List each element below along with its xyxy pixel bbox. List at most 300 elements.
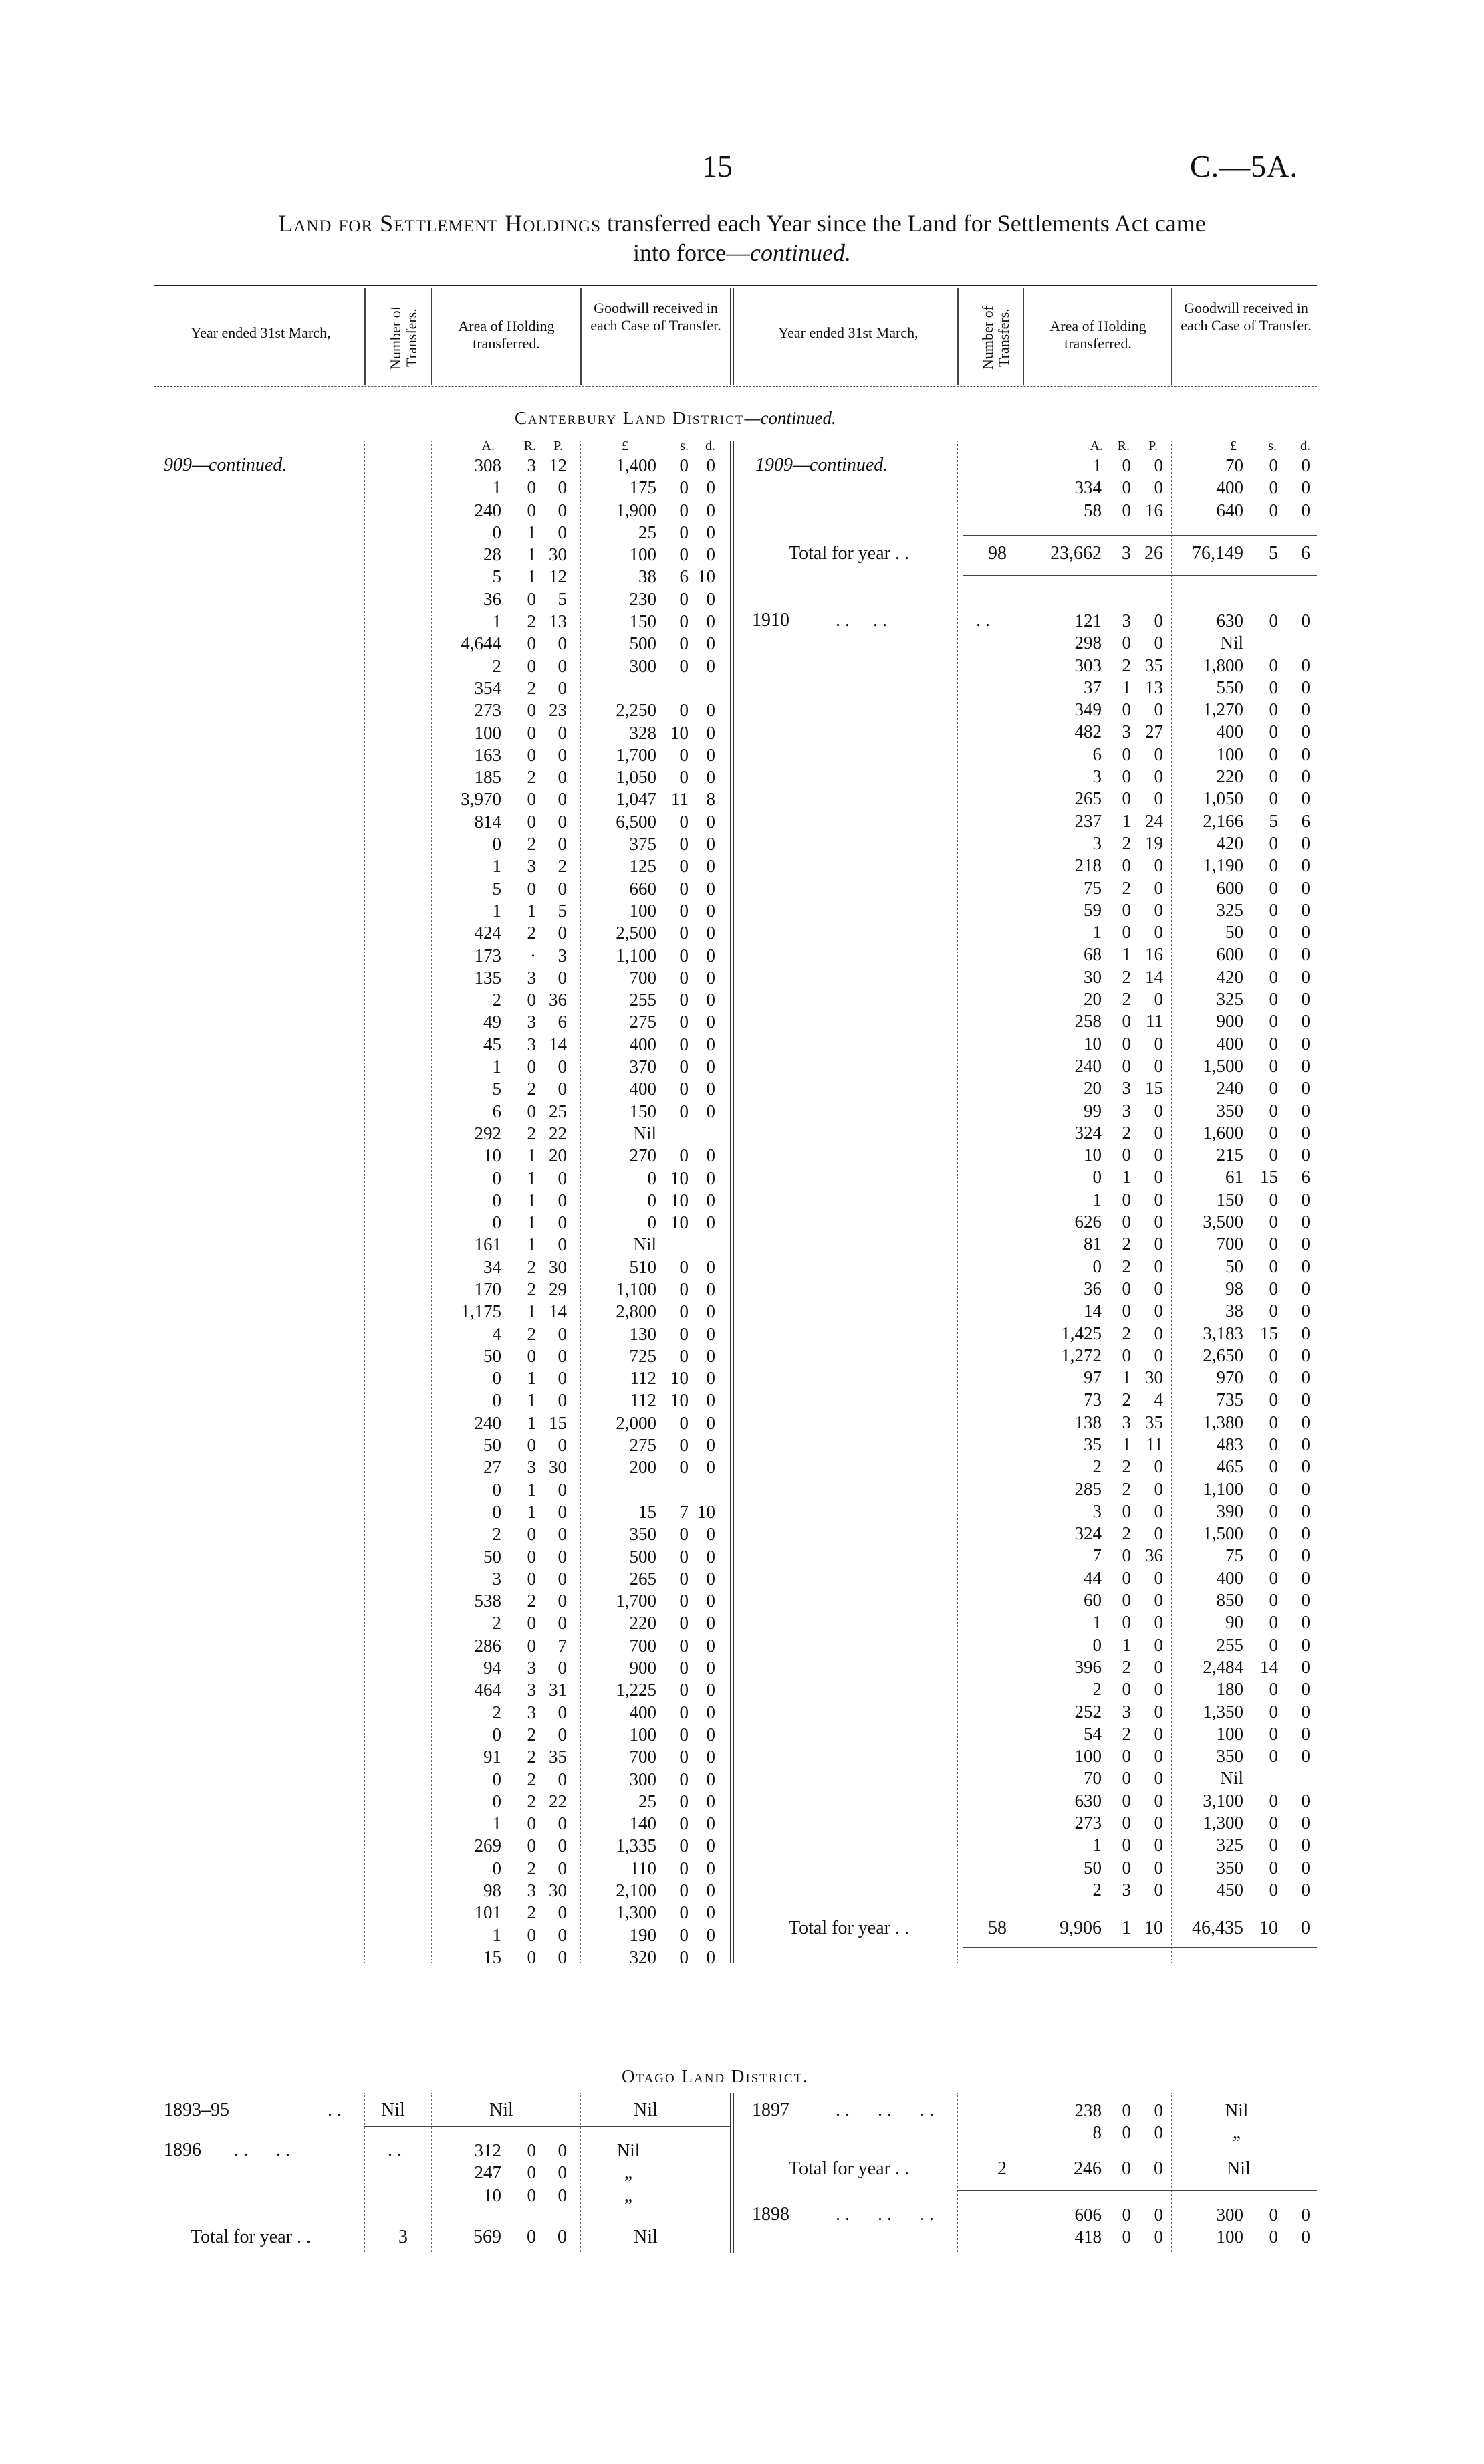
table-cell: 0 [1301,1434,1310,1454]
table-cell: 2 [527,1902,536,1923]
table-cell: 20 [1084,989,1102,1010]
table-cell: 0 [558,1613,567,1634]
table-cell: 1 [527,1234,536,1255]
table-cell: 35 [1084,1434,1102,1454]
table-cell [1250,1767,1278,1789]
table-cell: 270 [629,1145,656,1166]
table-cell: 258 [1074,1011,1102,1032]
header-center-divider [730,288,734,385]
table-cell: 2 [1122,655,1131,675]
table-cell: 0 [679,1345,689,1366]
table-cell: 27 [1145,721,1163,742]
table-cell: 10 [670,1190,689,1210]
table-cell: 2 [1092,1679,1102,1700]
header-number: Number of Transfers. [979,306,1012,370]
table-cell: 0 [527,1101,536,1121]
table-cell: 237 [1074,810,1102,831]
column-divider [1171,441,1172,1963]
total-area-acres: 23,662 [1050,543,1102,564]
table-cell: 0 [679,1680,689,1700]
table-cell: 400 [1216,1567,1243,1588]
table-cell: 0 [679,655,689,676]
table-cell: 0 [1269,944,1278,965]
table-cell: 0 [1154,1278,1163,1299]
table-cell: 0 [1301,1345,1310,1365]
table-cell [658,1479,689,1501]
table-cell: 0 [1122,1768,1131,1789]
table-cell: 0 [679,834,689,855]
table-cell: 1 [1092,1612,1102,1633]
table-cell: 0 [1269,855,1278,876]
table-cell: 273 [1074,1813,1102,1833]
table-cell: 2 [527,1123,536,1143]
table-cell: 0 [1301,1278,1310,1299]
table-cell: 0 [1269,766,1278,787]
table-cell: 0 [1154,1478,1163,1499]
total-area-perches: 26 [1144,543,1163,564]
table-cell: 320 [629,1946,656,1967]
total-goodwill-pounds: 46,435 [1192,1918,1243,1938]
table-cell: 0 [558,499,567,520]
table-cell: 2,650 [1203,1345,1243,1365]
table-cell: 1 [492,611,501,632]
table-cell: 2 [527,767,536,788]
table-cell: 1 [1122,1367,1131,1388]
table-cell: 15 [1145,1078,1163,1099]
table-cell: 0 [527,1345,536,1366]
area-roods-column [1106,2100,1131,2144]
table-cell: 0 [1301,1145,1310,1165]
table-cell: 11 [1146,1011,1163,1032]
area-acres-column [1049,2204,1102,2249]
table-cell: 0 [1154,477,1163,498]
table-cell: 349 [1074,699,1102,720]
table-cell: 0 [1301,655,1310,675]
table-cell [583,1479,656,1501]
table-cell: 190 [629,1924,656,1945]
table-cell: 3 [1122,1078,1131,1099]
table-cell: 0 [706,967,715,988]
table-cell: 2 [527,677,536,698]
table-cell: 1,425 [1061,1323,1102,1343]
table-cell: 970 [1216,1367,1243,1388]
table-cell: 350 [1216,1746,1243,1767]
table-cell: 0 [679,588,689,609]
table-cell: 0 [1154,1345,1163,1365]
table-cell: 215 [1216,1145,1243,1165]
unit-perches: P. [1148,439,1158,453]
table-cell: 0 [1301,1078,1310,1099]
table-cell: 0 [558,677,567,698]
table-cell: 0 [1301,832,1310,853]
table-cell: 0 [679,967,689,988]
table-cell [658,1234,689,1256]
district-name: Canterbury Land District [515,408,745,428]
unit-acres: A. [1090,439,1103,453]
total-transfers: 98 [988,543,1007,564]
table-cell: 0 [558,477,567,498]
header-divider [431,288,432,385]
table-cell: 370 [629,1056,656,1077]
table-cell: 0 [679,1323,689,1344]
table-cell: 1 [527,544,536,565]
table-cell: 2 [527,1079,536,1099]
table-cell: 1,100 [616,1278,656,1299]
table-cell: 0 [1122,922,1131,943]
table-cell: 0 [1269,1033,1278,1054]
table-cell: 1,047 [616,789,656,810]
table-cell: 0 [706,588,715,609]
table-cell: 0 [1154,1500,1163,1521]
table-cell: 0 [1301,1478,1310,1499]
table-cell: 94 [483,1658,501,1678]
table-cell: 3 [558,945,567,966]
header-number: Number of Transfers. [387,306,420,370]
header-year: Year ended 31st March, [191,324,331,341]
table-cell: 0 [1269,655,1278,675]
table-cell: 2 [1122,877,1131,898]
table-cell [658,677,689,699]
table-cell: 28 [483,544,501,565]
table-cell: 1 [527,522,536,542]
table-cell: 0 [1301,1701,1310,1722]
table-cell: 0 [1154,989,1163,1010]
table-cell: 50 [483,1345,501,1366]
table-cell: 0 [706,1591,715,1611]
table-cell: 0 [1301,1122,1310,1143]
table-cell: 0 [679,744,689,765]
table-cell: 0 [679,544,689,565]
table-cell: 0 [1301,899,1310,920]
table-cell: 100 [629,544,656,565]
table-cell: 0 [679,1880,689,1900]
table-cell: 36 [483,588,501,609]
table-cell: 0 [1122,1011,1131,1032]
area-acres-column [1029,610,1102,1901]
table-cell: 0 [1301,477,1310,498]
table-cell: 0 [1092,1167,1102,1188]
table-cell: 8 [706,789,715,810]
table-cell: 101 [474,1902,501,1923]
table-cell: 0 [1154,1234,1163,1254]
table-cell: 36 [1145,1545,1163,1566]
table-cell: 135 [474,967,501,988]
table-cell: „ [1233,2122,1241,2143]
table-cell: 725 [629,1345,656,1366]
table-cell: 2 [527,1724,536,1745]
table-cell: 0 [706,1212,715,1233]
table-cell: 0 [1301,1189,1310,1210]
table-cell: 0 [706,1101,715,1121]
table-cell: 0 [558,967,567,988]
table-cell: 2 [1122,1234,1131,1254]
table-cell: 0 [1154,1523,1163,1544]
center-divider [730,2093,734,2253]
table-cell: 138 [1074,1412,1102,1432]
table-cell: 0 [706,1813,715,1834]
table-cell: 0 [1154,1323,1163,1343]
table-cell: 0 [1269,1567,1278,1588]
table-cell: 10 [483,1145,501,1166]
table-cell: 0 [558,2162,567,2183]
table-cell: 0 [1269,788,1278,809]
table-cell: 35 [1145,1412,1163,1432]
table-cell: 0 [558,1390,567,1411]
document-reference: C.—5A. [1190,149,1298,183]
table-cell: 0 [1154,1167,1163,1188]
table-cell: 3 [492,1568,501,1589]
table-cell: 0 [679,477,689,498]
total-rule [963,1947,1317,1948]
table-cell: 0 [527,744,536,765]
table-cell: 0 [706,455,715,475]
column-divider [364,2093,365,2253]
table-cell: 220 [629,1613,656,1634]
table-cell: 0 [679,1568,689,1589]
table-cell: 100 [1216,744,1243,764]
header-divider [580,288,582,385]
unit-pounds: £ [622,439,628,453]
table-cell: 0 [527,633,536,654]
table-cell: 0 [1122,455,1131,475]
table-cell: 0 [679,923,689,943]
table-cell: 0 [1301,1212,1310,1232]
table-cell: 2,484 [1203,1656,1243,1677]
table-cell: 1 [1092,1189,1102,1210]
table-cell: 0 [1301,788,1310,809]
table-cell: 0 [1122,1590,1131,1611]
table-cell: 0 [679,811,689,832]
table-cell: 0 [558,1924,567,1945]
table-cell: 0 [1122,1679,1131,1700]
table-cell: 0 [558,1813,567,1834]
table-cell: 3 [1122,1412,1131,1432]
table-cell: 1 [1122,1634,1131,1655]
table-cell: 112 [630,1390,656,1411]
table-cell: 0 [679,1278,689,1299]
table-cell: 1 [492,856,501,877]
table-cell: 600 [1216,877,1243,898]
table-cell: 10 [670,1212,689,1233]
table-cell: 0 [679,1524,689,1545]
table-cell: 0 [1269,1389,1278,1410]
goodwill-pounds-column [1173,610,1243,1901]
table-cell: 0 [1301,1234,1310,1254]
total-label: Total for year . . [789,2158,909,2179]
table-cell: 1,600 [1203,1122,1243,1143]
table-cell: 3 [1092,1500,1102,1521]
table-cell: 140 [629,1813,656,1834]
table-cell: 0 [1269,1345,1278,1365]
table-cell: 0 [679,1457,689,1478]
unit-roods: R. [523,439,536,453]
total-area-roods: 1 [1122,1918,1131,1938]
table-cell: 265 [1074,788,1102,809]
goodwill-pounds-column [1197,2204,1243,2249]
table-cell: 400 [1216,721,1243,742]
table-cell [691,1234,715,1256]
table-cell: 2 [1122,1389,1131,1410]
table-cell: 1,380 [1203,1412,1243,1432]
table-cell: 0 [1154,1723,1163,1744]
table-cell [691,1479,715,1501]
table-cell: 1 [492,1813,501,1834]
table-cell: 0 [706,1769,715,1789]
table-cell: 2 [1122,1256,1131,1276]
table-cell: 100 [474,722,501,743]
table-cell: 38 [1225,1301,1243,1321]
table-cell: 173 [474,945,501,966]
table-cell: 2 [558,856,567,877]
table-cell: 0 [706,1345,715,1366]
table-cell: 0 [558,1902,567,1923]
table-cell: 0 [1269,1634,1278,1655]
table-cell: 5 [1269,810,1278,831]
table-cell: 0 [558,1479,567,1500]
table-cell: 14 [1145,966,1163,987]
goodwill-pence-column [1286,455,1310,522]
table-cell: 12 [549,566,567,587]
table-cell: 0 [1269,677,1278,697]
table-cell: 325 [1216,989,1243,1010]
table-cell: 0 [527,811,536,832]
column-divider [957,441,958,1963]
table-cell: 0 [679,767,689,788]
table-cell: 0 [558,1056,567,1077]
table-cell: 1 [1122,677,1131,697]
table-cell: 0 [679,1034,689,1054]
table-cell: 0 [1122,744,1131,764]
table-cell: 0 [1122,1189,1131,1210]
total-area-acres: 9,906 [1060,1918,1102,1938]
table-cell: Nil [1220,1768,1243,1789]
table-cell: 0 [679,1858,689,1878]
table-cell: 0 [558,1167,567,1188]
table-cell: 0 [647,1212,656,1233]
table-cell: 0 [679,1924,689,1945]
table-cell: 0 [679,455,689,475]
table-cell: 255 [629,990,656,1010]
table-cell: 0 [1122,633,1131,653]
district-heading: Otago Land District. [622,2066,809,2086]
table-cell: 900 [629,1658,656,1678]
table-cell: 0 [679,878,689,899]
table-cell: 2 [1122,1723,1131,1744]
table-cell: 0 [1122,1746,1131,1767]
table-cell: 0 [1122,2122,1131,2143]
column-divider [580,441,581,1963]
table-cell: 0 [1269,1723,1278,1744]
table-cell: 0 [706,1924,715,1945]
table-cell: 37 [1084,677,1102,697]
table-cell: 0 [1269,1500,1278,1521]
table-cell: 50 [1225,1256,1243,1276]
table-cell: 0 [1154,2227,1163,2247]
table-cell: 2 [1122,1656,1131,1677]
column-divider [431,441,432,1963]
table-cell: 269 [474,1835,501,1856]
table-cell: 0 [1269,1434,1278,1454]
table-cell: 0 [1269,721,1278,742]
table-cell: 0 [1154,633,1163,653]
table-cell: 3 [527,1702,536,1722]
table-cell: 0 [679,1835,689,1856]
table-cell: 100 [629,1724,656,1745]
table-cell: 0 [1269,1879,1278,1900]
table-cell: 0 [706,1613,715,1634]
table-cell: 10 [670,1167,689,1188]
table-cell: 275 [629,1435,656,1456]
table-cell: 0 [1269,877,1278,898]
table-cell: 100 [1074,1746,1102,1767]
table-cell: 0 [1154,2122,1163,2143]
table-cell: 0 [1269,1234,1278,1254]
table-cell: 0 [492,1791,501,1811]
table-cell: 0 [679,1256,689,1277]
table-cell: 0 [558,1658,567,1678]
table-cell: 630 [1216,610,1243,631]
table-cell: 0 [1269,1456,1278,1477]
table-cell: 20 [1084,1078,1102,1099]
table-cell: 0 [706,767,715,788]
table-cell: 121 [1074,610,1102,631]
table-cell: 6 [558,1012,567,1032]
table-cell: 11 [1146,1434,1163,1454]
district-heading [515,408,836,429]
table-cell: 0 [527,588,536,609]
table-cell: 0 [679,1012,689,1032]
table-cell [691,1123,715,1145]
table-cell: 0 [706,1702,715,1722]
table-cell: 0 [1301,1256,1310,1276]
table-cell: 2 [1122,1523,1131,1544]
table-cell: 0 [1122,1033,1131,1054]
table-cell: 0 [679,856,689,877]
table-cell: 50 [1225,922,1243,943]
table-cell: 0 [1301,610,1310,631]
table-cell: 252 [1074,1701,1102,1722]
table-cell [658,1123,689,1145]
table-cell: 255 [1216,1634,1243,1655]
table-cell: 0 [1122,899,1131,920]
table-cell: 2 [527,923,536,943]
table-cell: 2 [1092,1456,1102,1477]
table-cell: 112 [630,1368,656,1389]
table-cell: 0 [679,1635,689,1656]
table-cell: 240 [474,499,501,520]
table-cell: 10 [697,1501,715,1522]
table-cell: 150 [629,611,656,632]
table-cell: 0 [492,834,501,855]
table-cell: 0 [706,1390,715,1411]
table-cell: 2 [527,1323,536,1344]
table-cell: 0 [1122,855,1131,876]
table-cell: 0 [706,878,715,899]
table-cell: 50 [1084,1857,1102,1878]
table-cell: 0 [706,1902,715,1923]
table-cell: 2,500 [616,923,656,943]
table-cell: 3 [527,1012,536,1032]
table-cell: 0 [1301,677,1310,697]
table-cell: 0 [706,1190,715,1210]
table-cell: 390 [1216,1500,1243,1521]
table-cell: 0 [1301,1033,1310,1054]
table-cell: 100 [629,900,656,921]
table-cell: 59 [1084,899,1102,920]
area-perches-column [537,455,567,1969]
table-cell: 0 [492,1190,501,1210]
table-cell: 70 [1225,455,1243,475]
